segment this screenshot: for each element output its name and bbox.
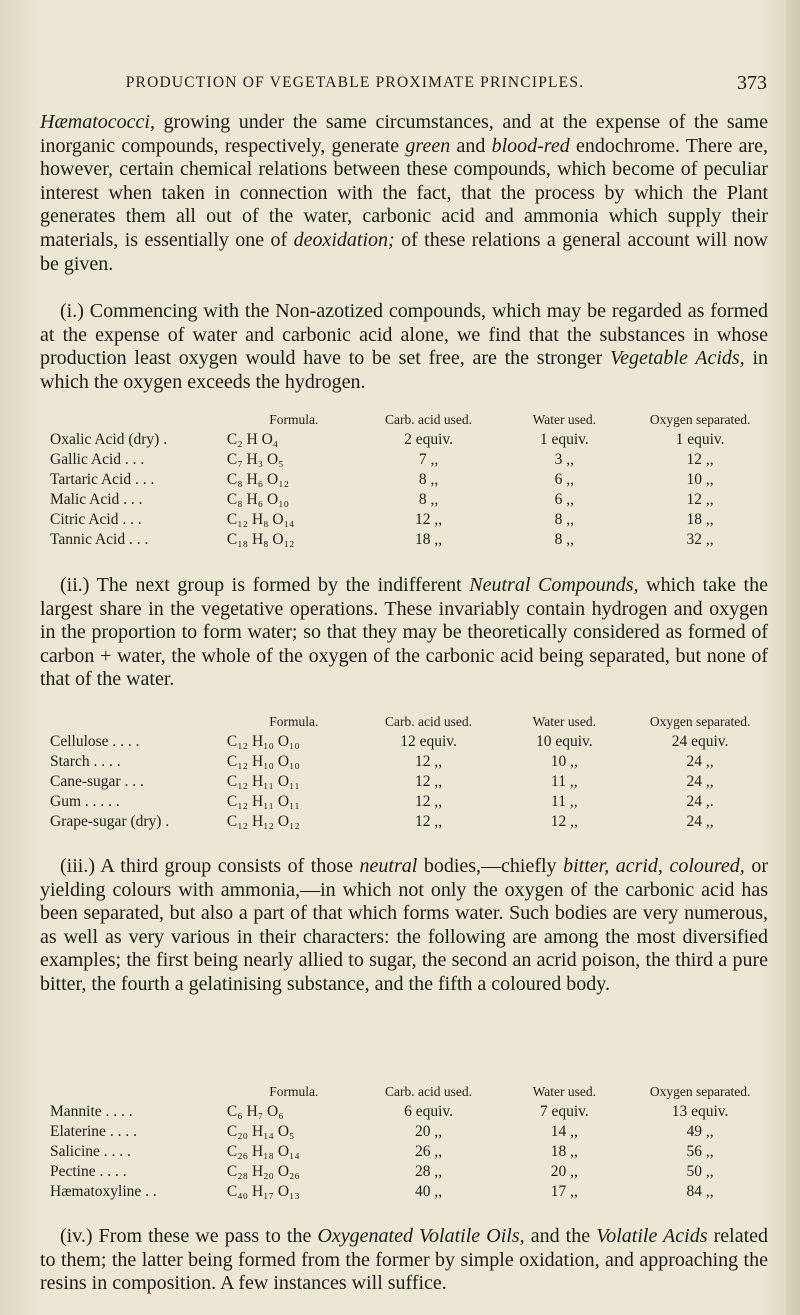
cell-water: 7 equiv.	[539, 1103, 589, 1120]
cell-formula: C₂₈ H₂₀ O₂₆	[226, 1163, 300, 1180]
cell-carb: 8 ,,	[418, 491, 439, 508]
running-head: PRODUCTION OF VEGETABLE PROXIMATE PRINCIPLES.	[125, 74, 585, 91]
table-row	[50, 732, 768, 752]
table-row	[50, 510, 768, 530]
cell-carb: 2 equiv.	[404, 431, 453, 448]
column-header-oxygen: Oxygen separated.	[649, 412, 751, 427]
para4-text-1: (iv.) From these we pass to the	[60, 1225, 318, 1247]
para3-italic-2: neutral	[359, 855, 418, 877]
cell-water: 6 ,,	[554, 471, 574, 488]
column-header-oxygen: Oxygen separated.	[649, 1084, 751, 1099]
page-edge	[786, 0, 800, 1315]
cell-name: Tartaric Acid . . .	[50, 471, 155, 488]
column-header-blank	[50, 714, 227, 732]
table-header-row	[50, 1084, 768, 1102]
cell-carb: 26 ,,	[414, 1143, 443, 1160]
intro-italic-5: blood-red	[491, 134, 570, 157]
column-header-formula: Formula.	[269, 1084, 319, 1099]
table-row	[50, 772, 768, 792]
table-row	[50, 1162, 768, 1182]
cell-water: 11 ,,	[551, 793, 578, 810]
neutral-compounds-table	[50, 714, 768, 832]
column-header-blank	[50, 412, 227, 430]
cell-oxygen: 13 equiv.	[671, 1103, 729, 1120]
table-row	[50, 752, 768, 772]
cell-carb: 6 equiv.	[404, 1103, 453, 1120]
cell-formula: C₁₈ H₈ O₁₂	[226, 531, 295, 548]
column-header-formula: Formula.	[269, 714, 319, 729]
para2-text-1: (ii.) The next group is formed by the indifferent	[60, 574, 470, 596]
cell-oxygen: 24 ,,	[686, 753, 714, 770]
para3-italic-4: bitter, acrid, coloured,	[563, 855, 745, 877]
cell-formula: C₈ H₆ O₁₀	[226, 491, 290, 508]
cell-water: 17 ,,	[550, 1183, 578, 1200]
column-header-water: Water used.	[532, 1084, 596, 1099]
table-row	[50, 1142, 768, 1162]
cell-carb: 12 ,,	[414, 813, 443, 830]
column-header-water: Water used.	[532, 412, 596, 427]
intro-text-2: growing under the same circumstances, and at the expense of the same inorganic compounds, respectively, generate	[40, 111, 768, 157]
cell-formula: C₂ H O₄	[226, 431, 279, 448]
table-header-row	[50, 412, 768, 430]
cell-formula: C₂₆ H₁₈ O₁₄	[226, 1143, 300, 1160]
intro-paragraph	[40, 111, 768, 276]
page-number: 373	[737, 72, 767, 94]
cell-formula: C₂₀ H₁₄ O₅	[226, 1123, 295, 1140]
column-header-carb: Carb. acid used.	[385, 412, 473, 427]
para1-italic-2: Vegetable Acids,	[610, 347, 745, 370]
cell-formula: C₁₂ H₁₁ O₁₁	[226, 773, 300, 790]
intro-italic-1: Hæmatococci,	[40, 111, 155, 133]
cell-water: 6 ,,	[554, 491, 574, 508]
cell-oxygen: 32 ,,	[686, 531, 714, 548]
cell-formula: C₇ H₃ O₅	[226, 451, 284, 468]
cell-oxygen: 49 ,,	[686, 1123, 714, 1140]
table-row	[50, 1122, 768, 1142]
cell-formula: C₁₂ H₁₀ O₁₀	[226, 753, 300, 770]
table-row	[50, 450, 768, 470]
table-row	[50, 1102, 768, 1122]
cell-name: Citric Acid . . .	[50, 511, 142, 528]
cell-water: 8 ,,	[554, 531, 574, 548]
cell-carb: 12 ,,	[414, 511, 443, 528]
cell-water: 20 ,,	[550, 1163, 578, 1180]
cell-name: Pectine . . . .	[50, 1163, 127, 1180]
cell-formula: C₁₂ H₈ O₁₄	[226, 511, 295, 528]
cell-name: Cellulose . . . .	[50, 733, 140, 750]
para4-italic-4: Volatile Acids	[596, 1225, 708, 1247]
para2-text-3: which take the largest share in the vegetative operations. These invariably contain hydrogen and oxygen in the proportion to form water; so that they may be theoretically considered as formed of carbon + water, the whole of the oxygen of the carbonic acid being separated, but none of that of the water.	[40, 574, 768, 691]
intro-italic-3: green	[405, 134, 451, 157]
coloured-bodies-table	[50, 1084, 768, 1202]
cell-water: 14 ,,	[550, 1123, 578, 1140]
cell-carb: 12 equiv.	[400, 733, 457, 750]
column-header-carb: Carb. acid used.	[385, 1084, 473, 1099]
cell-formula: C₆ H₇ O₆	[226, 1103, 284, 1120]
cell-oxygen: 1 equiv.	[675, 431, 725, 448]
cell-water: 3 ,,	[554, 451, 574, 468]
cell-water: 18 ,,	[550, 1143, 578, 1160]
table-row	[50, 792, 768, 812]
cell-oxygen: 12 ,,	[686, 491, 714, 508]
paragraph-3	[40, 855, 768, 997]
intro-text-6: endochrome. There are, however, certain chemical relations between these compounds, which become of peculiar interest when taken in connection with the fact, that the process by which the Plant generates them all out of the water, carbonic acid and ammonia which supply their materials, is essentially one of	[40, 134, 769, 251]
cell-oxygen: 12 ,,	[686, 451, 714, 468]
cell-oxygen: 56 ,,	[686, 1143, 714, 1160]
cell-carb: 7 ,,	[418, 451, 439, 468]
para3-text-3: bodies,—chiefly	[417, 855, 564, 877]
cell-oxygen: 50 ,,	[686, 1163, 714, 1180]
cell-carb: 28 ,,	[414, 1163, 443, 1180]
para3-text-5: or yielding colours with ammonia,—in which not only the oxygen of the carbonic acid has been separated, but also a part of that which forms water. Such bodies are very numerous, as well as very various in their characters: the following are among the most diversified examples; the first being nearly allied to sugar, the second an acrid poison, the third a pure bitter, the fourth a gelatinising substance, and the fifth a coloured body.	[40, 855, 768, 995]
cell-name: Oxalic Acid (dry) .	[50, 431, 168, 448]
table-row	[50, 470, 768, 490]
cell-water: 1 equiv.	[539, 431, 589, 448]
para4-italic-2: Oxygenated Volatile Oils,	[317, 1225, 525, 1247]
intro-text-4: and	[450, 134, 492, 157]
table-header-row	[50, 714, 768, 732]
cell-name: Gallic Acid . . .	[50, 451, 145, 468]
cell-carb: 12 ,,	[414, 773, 443, 790]
cell-name: Mannite . . . .	[50, 1103, 133, 1120]
para1-text-1: (i.) Commencing with the Non-azotized compounds, which may be regarded as formed at the expense of water and carbonic acid alone, we find that the substances in whose production least oxygen would have to be set free, are the stronger	[40, 300, 768, 370]
cell-formula: C₈ H₆ O₁₂	[226, 471, 290, 488]
cell-oxygen: 24 equiv.	[671, 733, 729, 750]
paragraph-4	[40, 1225, 768, 1296]
para1-text-3: in which the oxygen exceeds the hydrogen.	[40, 347, 768, 393]
cell-name: Starch . . . .	[50, 753, 121, 770]
table-row	[50, 430, 768, 450]
cell-oxygen: 24 ,.	[686, 793, 714, 810]
page-header	[95, 74, 775, 98]
cell-carb: 40 ,,	[414, 1183, 443, 1200]
cell-name: Tannic Acid . . .	[50, 531, 149, 548]
cell-name: Grape-sugar (dry) .	[50, 813, 170, 830]
para3-text-1: (iii.) A third group consists of those	[60, 855, 360, 877]
cell-oxygen: 24 ,,	[686, 813, 714, 830]
intro-italic-7: deoxidation;	[293, 228, 395, 251]
cell-carb: 12 ,,	[414, 753, 443, 770]
cell-carb: 18 ,,	[414, 531, 443, 548]
column-header-blank	[50, 1084, 227, 1102]
para4-text-5: related to them; the latter being formed from the former by simple oxidation, and approaching the resins in composition. A few instances will suffice.	[40, 1225, 769, 1295]
cell-name: Cane-sugar . . .	[50, 773, 144, 790]
intro-text-8: of these relations a general account will now be given.	[40, 228, 768, 275]
para4-text-3: and the	[524, 1225, 597, 1247]
cell-name: Elaterine . . . .	[50, 1123, 137, 1140]
vegetable-acids-table	[50, 412, 768, 550]
table-row	[50, 1182, 768, 1202]
table-row	[50, 812, 768, 832]
cell-name: Gum . . . . .	[50, 793, 120, 810]
column-header-carb: Carb. acid used.	[385, 714, 473, 729]
table-row	[50, 530, 768, 550]
cell-name: Hæmatoxyline . .	[50, 1183, 157, 1200]
table-row	[50, 490, 768, 510]
cell-water: 12 ,,	[550, 813, 578, 830]
cell-formula: C₄₀ H₁₇ O₁₃	[226, 1183, 300, 1200]
paragraph-1	[40, 300, 768, 394]
cell-water: 11 ,,	[551, 773, 578, 790]
cell-oxygen: 24 ,,	[686, 773, 714, 790]
cell-name: Salicine . . . .	[50, 1143, 131, 1160]
column-header-formula: Formula.	[269, 412, 319, 427]
column-header-water: Water used.	[532, 714, 596, 729]
cell-formula: C₁₂ H₁₀ O₁₀	[226, 733, 300, 750]
cell-formula: C₁₂ H₁₁ O₁₁	[226, 793, 300, 810]
cell-water: 10 ,,	[550, 753, 578, 770]
cell-name: Malic Acid . . .	[50, 491, 143, 508]
column-header-oxygen: Oxygen separated.	[649, 714, 751, 729]
cell-oxygen: 18 ,,	[686, 511, 714, 528]
cell-water: 10 equiv.	[535, 733, 593, 750]
cell-oxygen: 10 ,,	[686, 471, 714, 488]
cell-oxygen: 84 ,,	[686, 1183, 714, 1200]
cell-carb: 20 ,,	[414, 1123, 443, 1140]
cell-water: 8 ,,	[554, 511, 574, 528]
paragraph-2	[40, 574, 768, 692]
para2-italic-2: Neutral Compounds,	[469, 574, 639, 596]
cell-carb: 8 ,,	[418, 471, 439, 488]
cell-carb: 12 ,,	[414, 793, 443, 810]
cell-formula: C₁₂ H₁₂ O₁₂	[226, 813, 300, 830]
